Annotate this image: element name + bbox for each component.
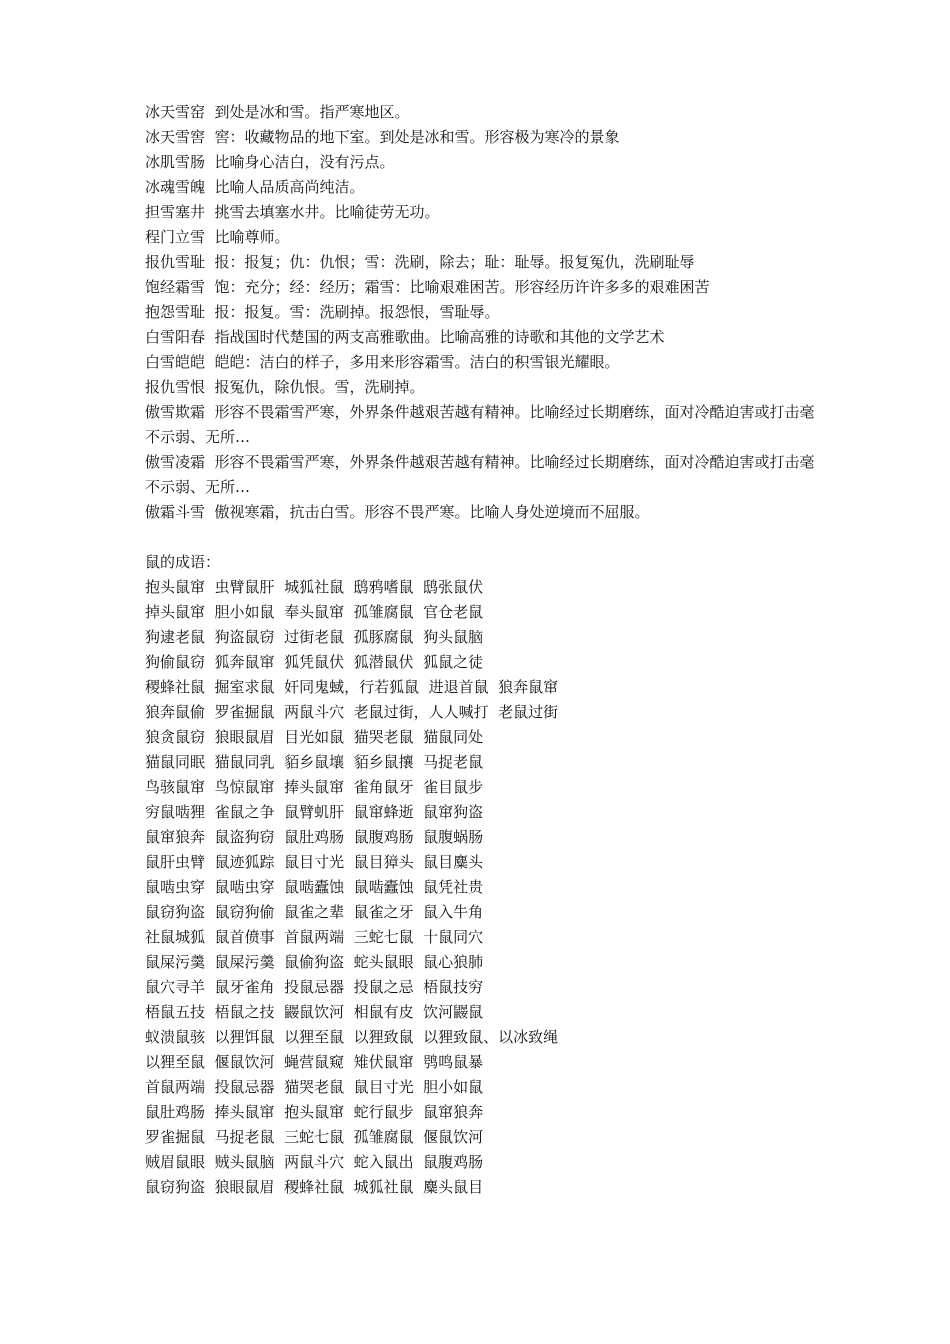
snow-idiom-line: 抱怨雪耻 报：报复。雪：洗刷掉。报怨恨，雪耻辱。	[145, 303, 500, 321]
snow-idiom-line: 冰肌雪肠 比喻身心洁白，没有污点。	[145, 153, 395, 171]
rat-idiom-line: 狗偷鼠窃 狐奔鼠窜 狐凭鼠伏 狐潜鼠伏 狐鼠之徒	[145, 653, 484, 671]
rat-idiom-line: 首鼠两端 投鼠忌器 猫哭老鼠 鼠目寸光 胆小如鼠	[145, 1078, 484, 1096]
rat-idiom-line: 稷蜂社鼠 掘室求鼠 奸同鬼蜮，行若狐鼠 进退首鼠 狼奔鼠窜	[145, 678, 559, 696]
snow-idiom-line: 傲霜斗雪 傲视寒霜，抗击白雪。形容不畏严寒。比喻人身处逆境而不屈服。	[145, 503, 650, 521]
rat-idiom-list	[145, 575, 825, 1200]
rat-idiom-line: 狼奔鼠偷 罗雀掘鼠 两鼠斗穴 老鼠过街，人人喊打 老鼠过街	[145, 703, 559, 721]
snow-idiom-line: 报仇雪恨 报冤仇，除仇恨。雪，洗刷掉。	[145, 378, 425, 396]
snow-idiom-line: 程门立雪 比喻尊师。	[145, 228, 290, 246]
rat-idiom-line: 梧鼠五技 梧鼠之技 鼹鼠饮河 相鼠有皮 饮河鼹鼠	[145, 1003, 484, 1021]
rat-idiom-line: 鼠肝虫臂 鼠迹狐踪 鼠目寸光 鼠目獐头 鼠目麋头	[145, 853, 484, 871]
document-body	[145, 100, 825, 1200]
rat-idiom-line: 穷鼠啮狸 雀鼠之争 鼠臂虮肝 鼠窜蜂逝 鼠窜狗盗	[145, 803, 484, 821]
snow-idiom-line: 傲雪欺霜 形容不畏霜雪严寒，外界条件越艰苦越有精神。比喻经过长期磨练，面对冷酷迫害或打击毫不示弱、无所…	[145, 403, 815, 446]
snow-idiom-list	[145, 100, 825, 525]
snow-idiom-line: 饱经霜雪 饱：充分；经：经历；霜雪：比喻艰难困苦。形容经历许许多多的艰难困苦	[145, 278, 710, 296]
snow-idiom-line: 白雪皑皑 皑皑：洁白的样子，多用来形容霜雪。洁白的积雪银光耀眼。	[145, 353, 620, 371]
rat-idiom-line: 社鼠城狐 鼠首偾事 首鼠两端 三蛇七鼠 十鼠同穴	[145, 928, 484, 946]
rat-idiom-line: 狼贪鼠窃 狼眼鼠眉 目光如鼠 猫哭老鼠 猫鼠同处	[145, 728, 484, 746]
snow-idiom-line: 担雪塞井 挑雪去填塞水井。比喻徒劳无功。	[145, 203, 440, 221]
rat-idiom-line: 狗逮老鼠 狗盗鼠窃 过街老鼠 孤豚腐鼠 狗头鼠脑	[145, 628, 484, 646]
rat-idiom-line: 以狸至鼠 偃鼠饮河 蝇营鼠窥 雉伏鼠窜 鸮鸣鼠暴	[145, 1053, 484, 1071]
rat-idiom-line: 鸟骇鼠窜 鸟惊鼠窜 捧头鼠窜 雀角鼠牙 雀目鼠步	[145, 778, 484, 796]
rat-idiom-line: 抱头鼠窜 虫臂鼠肝 城狐社鼠 鸱鸦嗜鼠 鸱张鼠伏	[145, 578, 484, 596]
snow-idiom-line: 白雪阳春 指战国时代楚国的两支高雅歌曲。比喻高雅的诗歌和其他的文学艺术	[145, 328, 665, 346]
rat-idiom-line: 蚁溃鼠骇 以狸饵鼠 以狸至鼠 以狸致鼠 以狸致鼠、以冰致绳	[145, 1028, 559, 1046]
section-spacer	[145, 525, 825, 550]
rat-idiom-line: 鼠穴寻羊 鼠牙雀角 投鼠忌器 投鼠之忌 梧鼠技穷	[145, 978, 484, 996]
snow-idiom-line: 傲雪凌霜 形容不畏霜雪严寒，外界条件越艰苦越有精神。比喻经过长期磨练，面对冷酷迫害或打击毫不示弱、无所…	[145, 453, 815, 496]
rat-idiom-line: 鼠窜狼奔 鼠盗狗窃 鼠肚鸡肠 鼠腹鸡肠 鼠腹蜗肠	[145, 828, 484, 846]
rat-section-heading: 鼠的成语：	[145, 553, 221, 571]
rat-idiom-line: 掉头鼠窜 胆小如鼠 奉头鼠窜 孤雏腐鼠 官仓老鼠	[145, 603, 484, 621]
snow-idiom-line: 冰魂雪魄 比喻人品质高尚纯洁。	[145, 178, 365, 196]
snow-idiom-line: 冰天雪窖 窖：收藏物品的地下室。到处是冰和雪。形容极为寒冷的景象	[145, 128, 620, 146]
rat-idiom-line: 贼眉鼠眼 贼头鼠脑 两鼠斗穴 蛇入鼠出 鼠腹鸡肠	[145, 1153, 484, 1171]
snow-idiom-line: 报仇雪耻 报：报复；仇：仇恨；雪：洗刷，除去；耻：耻辱。报复冤仇，洗刷耻辱	[145, 253, 695, 271]
snow-idiom-line: 冰天雪窑 到处是冰和雪。指严寒地区。	[145, 103, 410, 121]
rat-idiom-line: 鼠肚鸡肠 捧头鼠窜 抱头鼠窜 蛇行鼠步 鼠窜狼奔	[145, 1103, 484, 1121]
rat-idiom-line: 鼠屎污羹 鼠屎污羹 鼠偷狗盗 蛇头鼠眼 鼠心狼肺	[145, 953, 484, 971]
rat-idiom-line: 猫鼠同眠 猫鼠同乳 貊乡鼠壤 貊乡鼠攘 马捉老鼠	[145, 753, 484, 771]
rat-idiom-line: 鼠窃狗盗 鼠窃狗偷 鼠雀之辈 鼠雀之牙 鼠入牛角	[145, 903, 484, 921]
rat-idiom-line: 鼠啮虫穿 鼠啮虫穿 鼠啮蠹蚀 鼠啮蠹蚀 鼠凭社贵	[145, 878, 484, 896]
rat-idiom-line: 罗雀掘鼠 马捉老鼠 三蛇七鼠 孤雏腐鼠 偃鼠饮河	[145, 1128, 484, 1146]
rat-idiom-line: 鼠窃狗盗 狼眼鼠眉 稷蜂社鼠 城狐社鼠 麋头鼠目	[145, 1178, 484, 1196]
